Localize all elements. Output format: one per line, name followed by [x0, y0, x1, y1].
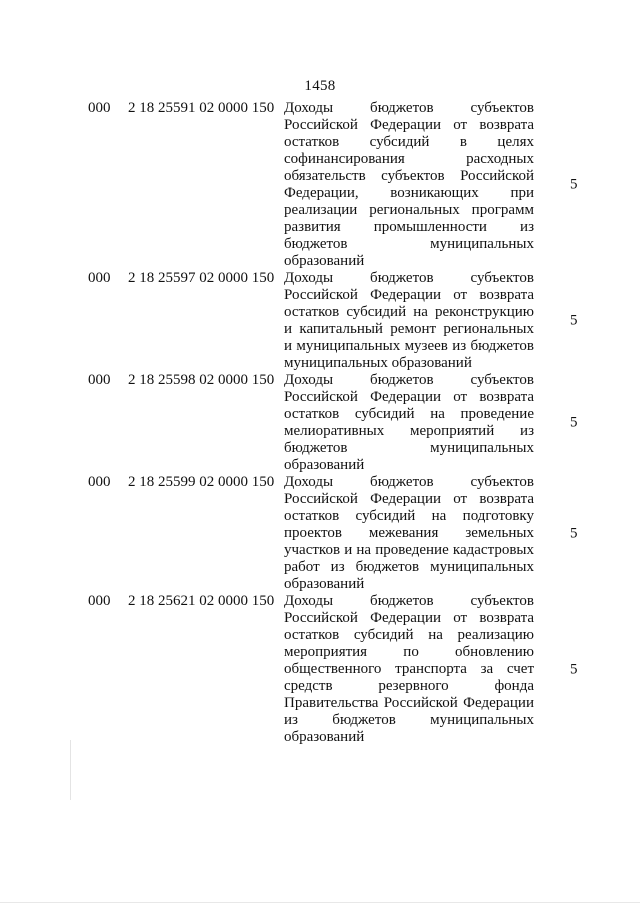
table-row [0, 100, 640, 270]
admin-code: 000 [88, 474, 111, 490]
standard-value: 5 [570, 525, 578, 541]
table-row [0, 593, 640, 746]
admin-code: 000 [88, 270, 111, 286]
table-row [0, 270, 640, 372]
budget-classification-code: 2 18 25598 02 0000 150 [128, 372, 275, 388]
budget-classification-code: 2 18 25591 02 0000 150 [128, 100, 275, 116]
income-description: Доходы бюджетов субъектов Российской Федерации от возврата остатков субсидий на подготовку проектов межевания земельных участков и на проведение кадастровых работ из бюджетов муниципальных образований [284, 474, 534, 592]
income-description: Доходы бюджетов субъектов Российской Федерации от возврата остатков субсидий на проведение мелиоративных мероприятий из бюджетов муниципальных образований [284, 372, 534, 473]
page-edge-line [0, 902, 640, 903]
income-codes-table [0, 100, 640, 746]
table-row [0, 372, 640, 474]
income-description: Доходы бюджетов субъектов Российской Федерации от возврата остатков субсидий на реконструкцию и капитальный ремонт региональных и муниципальных музеев из бюджетов муниципальных образований [284, 270, 534, 371]
standard-value: 5 [570, 661, 578, 677]
income-description: Доходы бюджетов субъектов Российской Федерации от возврата остатков субсидий на реализацию мероприятия по обновлению общественного транспорта за счет средств резервного фонда Правительства Российской Федерации из бюджетов муниципальных образований [284, 593, 534, 745]
table-row [0, 474, 640, 593]
budget-classification-code: 2 18 25597 02 0000 150 [128, 270, 275, 286]
admin-code: 000 [88, 593, 111, 609]
budget-classification-code: 2 18 25599 02 0000 150 [128, 474, 275, 490]
admin-code: 000 [88, 372, 111, 388]
standard-value: 5 [570, 312, 578, 329]
scan-artifact [70, 740, 71, 800]
standard-value: 5 [570, 414, 578, 431]
admin-code: 000 [88, 100, 111, 116]
page-number: 1458 [304, 78, 336, 94]
budget-classification-code: 2 18 25621 02 0000 150 [128, 593, 275, 609]
standard-value: 5 [570, 176, 578, 193]
income-description: Доходы бюджетов субъектов Российской Федерации от возврата остатков субсидий в целях софинансирования расходных обязательств субъектов Российской Федерации, возникающих при реализации региональных программ развития промышленности из бюджетов муниципальных образований [284, 100, 534, 269]
